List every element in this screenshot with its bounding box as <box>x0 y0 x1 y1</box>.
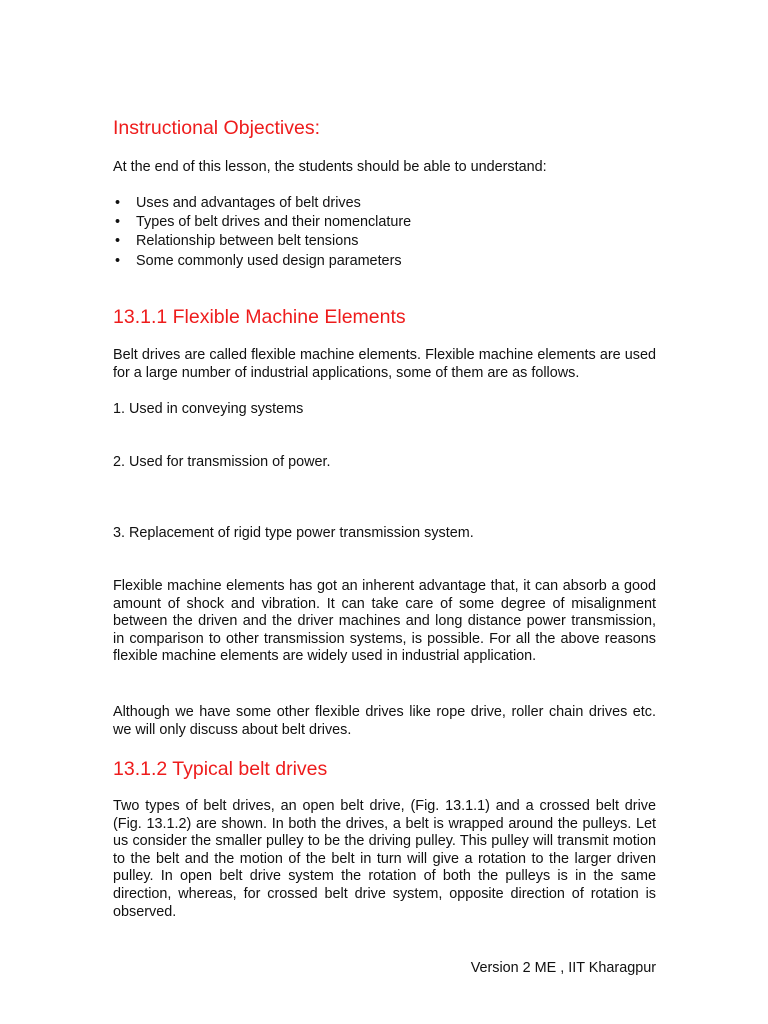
list-item-label: Relationship between belt tensions <box>136 233 359 250</box>
objectives-list <box>113 194 411 271</box>
section-heading-flexible-machine-elements: 13.1.1 Flexible Machine Elements <box>113 306 406 328</box>
paragraph-other-drives: Although we have some other flexible drives like rope drive, roller chain drives etc. we will only discuss about belt drives. <box>113 704 656 738</box>
list-item-label: Some commonly used design parameters <box>136 252 402 269</box>
bullet-icon: • <box>115 252 121 269</box>
list-item <box>113 213 411 232</box>
objectives-intro: At the end of this lesson, the students should be able to understand: <box>113 159 547 175</box>
paragraph-advantages: Flexible machine elements has got an inherent advantage that, it can absorb a good amount of shock and vibration. It can take care of some degree of misalignment between the driven and the driver machines and long distance power transmission, in comparison to other transmission systems, is possible. For all the above reasons flexible machine elements are widely used in industrial application. <box>113 578 656 665</box>
numbered-item-2: 2. Used for transmission of power. <box>113 454 331 470</box>
page-footer: Version 2 ME , IIT Kharagpur <box>470 960 656 976</box>
list-item-label: Uses and advantages of belt drives <box>136 195 361 211</box>
paragraph-belt-drive-types: Two types of belt drives, an open belt drive, (Fig. 13.1.1) and a crossed belt drive (Fig. 13.1.2) are shown. In both the drives, a belt is wrapped around the pulleys. Let us consider the smaller pulley to be the driving pulley. This pulley will transmit motion to the belt and the motion of the belt in turn will give a rotation to the larger driven pulley. In open belt drive system the rotation of both the pulleys is in the same direction, whereas, for crossed belt drive system, opposite direction of rotation is observed. <box>113 798 656 920</box>
bullet-icon: • <box>115 195 121 211</box>
list-item <box>113 194 411 213</box>
list-item <box>113 232 411 251</box>
numbered-item-1: 1. Used in conveying systems <box>113 401 304 417</box>
objectives-heading: Instructional Objectives: <box>113 117 321 139</box>
numbered-item-3: 3. Replacement of rigid type power transmission system. <box>113 525 474 541</box>
paragraph-flexible-intro: Belt drives are called flexible machine elements. Flexible machine elements are used for a large number of industrial applications, some of them are as follows. <box>113 347 656 381</box>
section-heading-typical-belt-drives: 13.1.2 Typical belt drives <box>113 758 328 780</box>
list-item <box>113 252 411 271</box>
bullet-icon: • <box>115 233 121 250</box>
list-item-label: Types of belt drives and their nomenclature <box>136 214 412 231</box>
bullet-icon: • <box>115 214 121 231</box>
